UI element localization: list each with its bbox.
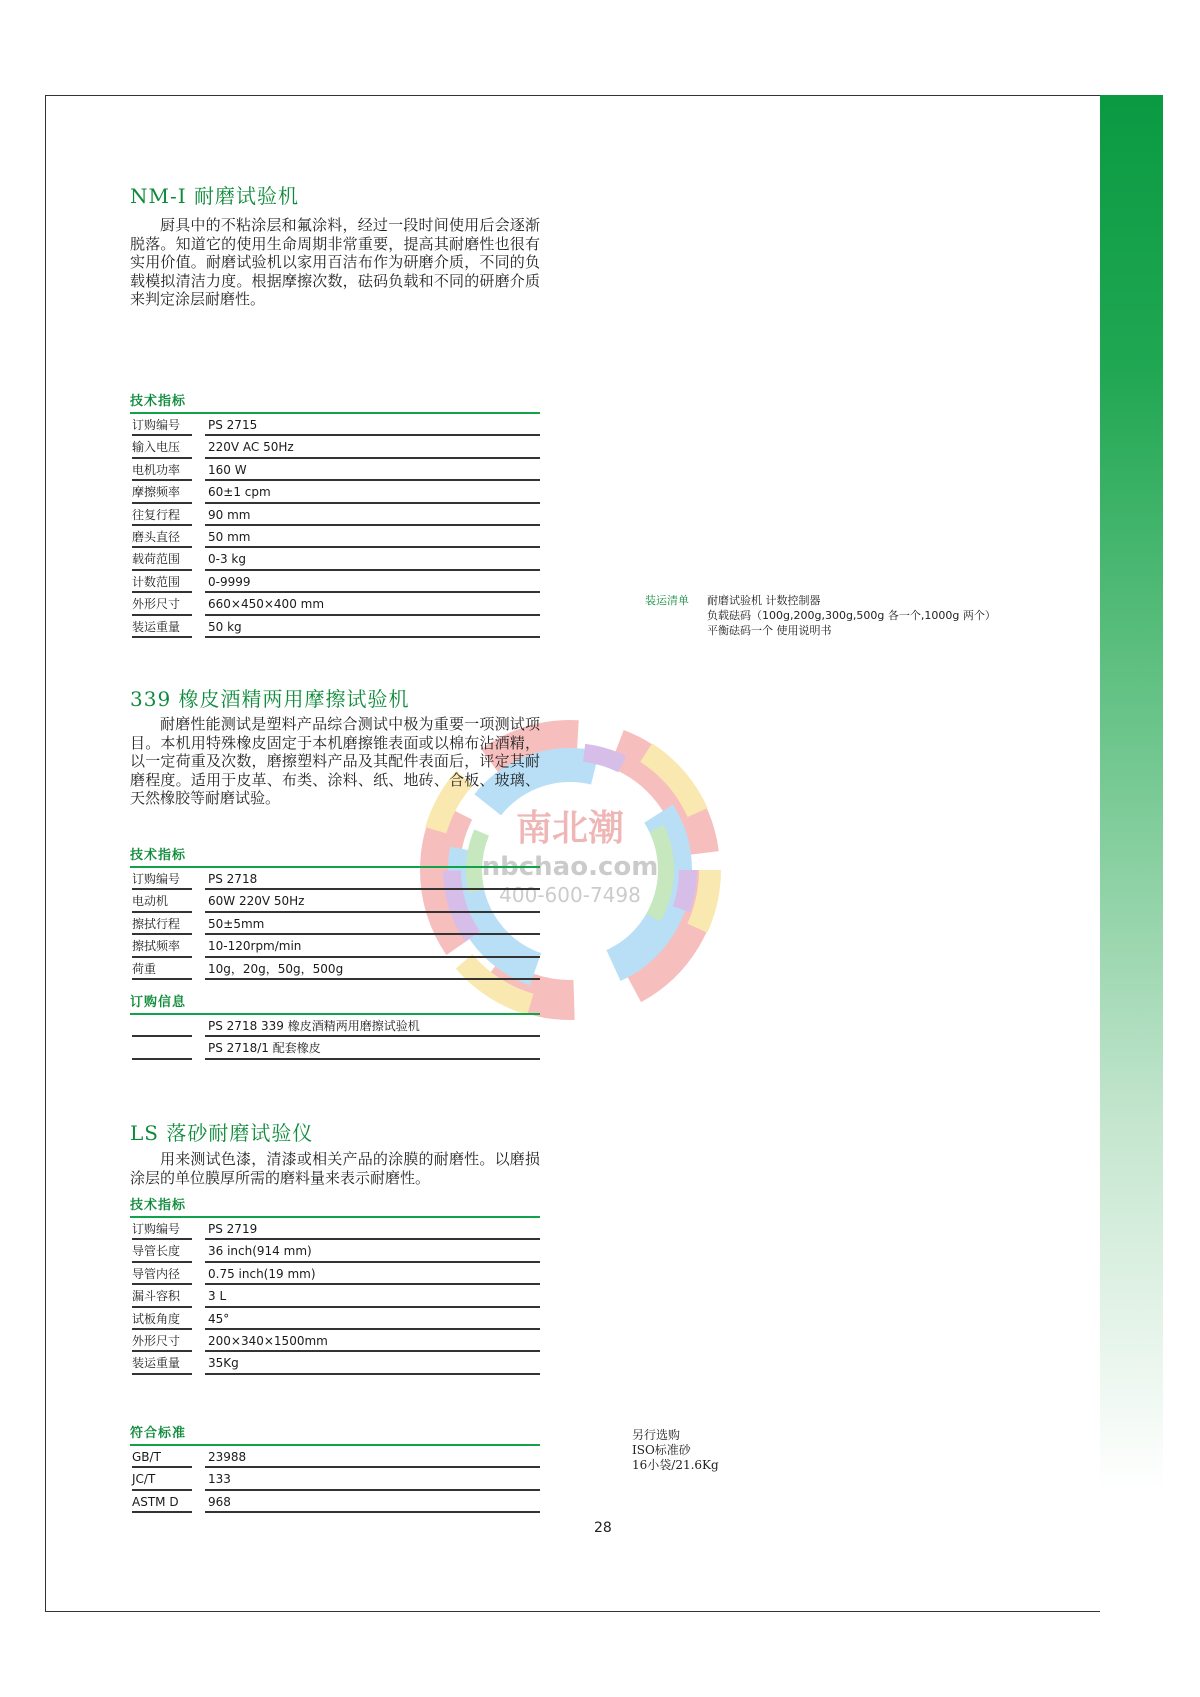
section1-title: NM-I 耐磨试验机	[130, 184, 299, 208]
spec-label: JC/T	[132, 1468, 192, 1490]
spec-value: PS 2718/1 配套橡皮	[205, 1037, 540, 1059]
spec-row	[130, 1308, 540, 1330]
section1-specs-heading: 技术指标	[130, 392, 540, 414]
spec-value: 50±5mm	[205, 913, 540, 935]
spec-label: 荷重	[132, 958, 192, 980]
spec-label: 计数范围	[132, 571, 192, 593]
shipping-line: 平衡砝码一个 使用说明书	[707, 624, 832, 637]
spec-label: 擦拭频率	[132, 935, 192, 957]
order-row	[130, 1037, 540, 1059]
section3-description: 用来测试色漆，清漆或相关产品的涂膜的耐磨性。以磨损涂层的单位膜厚所需的磨料量来表示耐磨性。	[130, 1150, 540, 1187]
section3-standards-table	[130, 1424, 540, 1513]
spec-value: PS 2719	[205, 1218, 540, 1240]
spec-row	[130, 913, 540, 935]
spec-value: 23988	[205, 1446, 540, 1468]
shipping-line: 负载砝码（100g,200g,300g,500g 各一个,1000g 两个）	[707, 609, 996, 622]
spec-row	[130, 593, 540, 615]
spec-row	[130, 526, 540, 548]
optional-line: 16小袋/21.6Kg	[632, 1458, 719, 1472]
spec-label: 往复行程	[132, 504, 192, 526]
spec-value: 10-120rpm/min	[205, 935, 540, 957]
section3-specs-heading: 技术指标	[130, 1196, 540, 1218]
spec-row	[130, 414, 540, 436]
spec-label: 装运重量	[132, 616, 192, 638]
spec-row	[130, 616, 540, 638]
shipping-label: 装运清单	[645, 594, 689, 607]
spec-value: PS 2718	[205, 868, 540, 890]
spec-value: PS 2715	[205, 414, 540, 436]
spec-value: 45°	[205, 1308, 540, 1330]
spec-row	[130, 868, 540, 890]
spec-label: 电机功率	[132, 459, 192, 481]
spec-value: 160 W	[205, 459, 540, 481]
watermark-brand: 南北潮	[515, 808, 625, 849]
spec-label: 电动机	[132, 890, 192, 912]
spec-label: 外形尺寸	[132, 593, 192, 615]
spec-label: 装运重量	[132, 1352, 192, 1374]
spec-label: 输入电压	[132, 436, 192, 458]
spec-value: 220V AC 50Hz	[205, 436, 540, 458]
section1-description: 厨具中的不粘涂层和氟涂料，经过一段时间使用后会逐渐脱落。知道它的使用生命周期非常重要，提高其耐磨性也很有实用价值。耐磨试验机以家用百洁布作为研磨介质，不同的负载模拟清洁力度。根据摩擦次数，砝码负载和不同的研磨介质来判定涂层耐磨性。	[130, 216, 540, 308]
spec-label: 漏斗容积	[132, 1285, 192, 1307]
spec-label	[132, 1037, 192, 1059]
spec-label: 导管长度	[132, 1240, 192, 1262]
spec-row	[130, 890, 540, 912]
page-number: 28	[594, 1520, 612, 1536]
spec-row	[130, 958, 540, 980]
spec-value: 968	[205, 1491, 540, 1513]
spec-value: 10g，20g，50g，500g	[205, 958, 540, 980]
spec-value: 660×450×400 mm	[205, 593, 540, 615]
spec-label: GB/T	[132, 1446, 192, 1468]
spec-value: 36 inch(914 mm)	[205, 1240, 540, 1262]
section3-title: LS 落砂耐磨试验仪	[130, 1121, 314, 1145]
section2-specs-heading: 技术指标	[130, 846, 540, 868]
spec-row	[130, 1218, 540, 1240]
standard-row	[130, 1446, 540, 1468]
spec-value: 0-9999	[205, 571, 540, 593]
spec-label: 订购编号	[132, 414, 192, 436]
spec-row	[130, 436, 540, 458]
section2-title: 339 橡皮酒精两用摩擦试验机	[130, 687, 410, 711]
spec-label: 订购编号	[132, 868, 192, 890]
section2-specs-table	[130, 846, 540, 980]
spec-value: 60W 220V 50Hz	[205, 890, 540, 912]
standard-row	[130, 1468, 540, 1490]
spec-value: 200×340×1500mm	[205, 1330, 540, 1352]
spec-value: 90 mm	[205, 504, 540, 526]
spec-row	[130, 1263, 540, 1285]
spec-label: 外形尺寸	[132, 1330, 192, 1352]
spec-row	[130, 1285, 540, 1307]
spec-value: 133	[205, 1468, 540, 1490]
spec-row	[130, 1330, 540, 1352]
spec-value: 35Kg	[205, 1352, 540, 1374]
section3-specs-table	[130, 1196, 540, 1375]
spec-label: 载荷范围	[132, 548, 192, 570]
spec-label: 擦拭行程	[132, 913, 192, 935]
spec-row	[130, 1240, 540, 1262]
spec-value: 60±1 cpm	[205, 481, 540, 503]
spec-row	[130, 571, 540, 593]
spec-row	[130, 459, 540, 481]
spec-value: PS 2718 339 橡皮酒精两用磨擦试验机	[205, 1015, 540, 1037]
section2-order-heading: 订购信息	[130, 993, 540, 1015]
watermark-phone: 400-600-7498	[499, 883, 641, 907]
section3-standards-heading: 符合标准	[130, 1424, 540, 1446]
optional-purchase-note	[632, 1428, 719, 1473]
section2-description: 耐磨性能测试是塑料产品综合测试中极为重要一项测试项目。本机用特殊橡皮固定于本机磨擦锥表面或以棉布沾酒精，以一定荷重及次数，磨擦塑料产品及其配件表面后，评定其耐磨程度。适用于皮革、布类、涂料、纸、地砖、合板、玻璃、天然橡胶等耐磨试验。	[130, 715, 540, 807]
spec-label: ASTM D	[132, 1491, 192, 1513]
spec-label: 磨头直径	[132, 526, 192, 548]
section1-specs-table	[130, 392, 540, 638]
spec-row	[130, 504, 540, 526]
spec-label: 导管内径	[132, 1263, 192, 1285]
spec-row	[130, 935, 540, 957]
spec-label: 摩擦频率	[132, 481, 192, 503]
spec-value: 0.75 inch(19 mm)	[205, 1263, 540, 1285]
spec-value: 0-3 kg	[205, 548, 540, 570]
optional-line: ISO标准砂	[632, 1443, 691, 1457]
section2-order-table	[130, 993, 540, 1060]
spec-row	[130, 481, 540, 503]
spec-label: 试板角度	[132, 1308, 192, 1330]
spec-row	[130, 548, 540, 570]
order-row	[130, 1015, 540, 1037]
optional-line: 另行选购	[632, 1428, 681, 1442]
spec-label	[132, 1015, 192, 1037]
spec-label: 订购编号	[132, 1218, 192, 1240]
shipping-line: 耐磨试验机 计数控制器	[707, 594, 821, 607]
spec-value: 50 kg	[205, 616, 540, 638]
standard-row	[130, 1491, 540, 1513]
spec-value: 3 L	[205, 1285, 540, 1307]
green-side-bar	[1100, 95, 1163, 1612]
watermark-site: nbchao.com	[481, 852, 659, 882]
spec-row	[130, 1352, 540, 1374]
spec-value: 50 mm	[205, 526, 540, 548]
